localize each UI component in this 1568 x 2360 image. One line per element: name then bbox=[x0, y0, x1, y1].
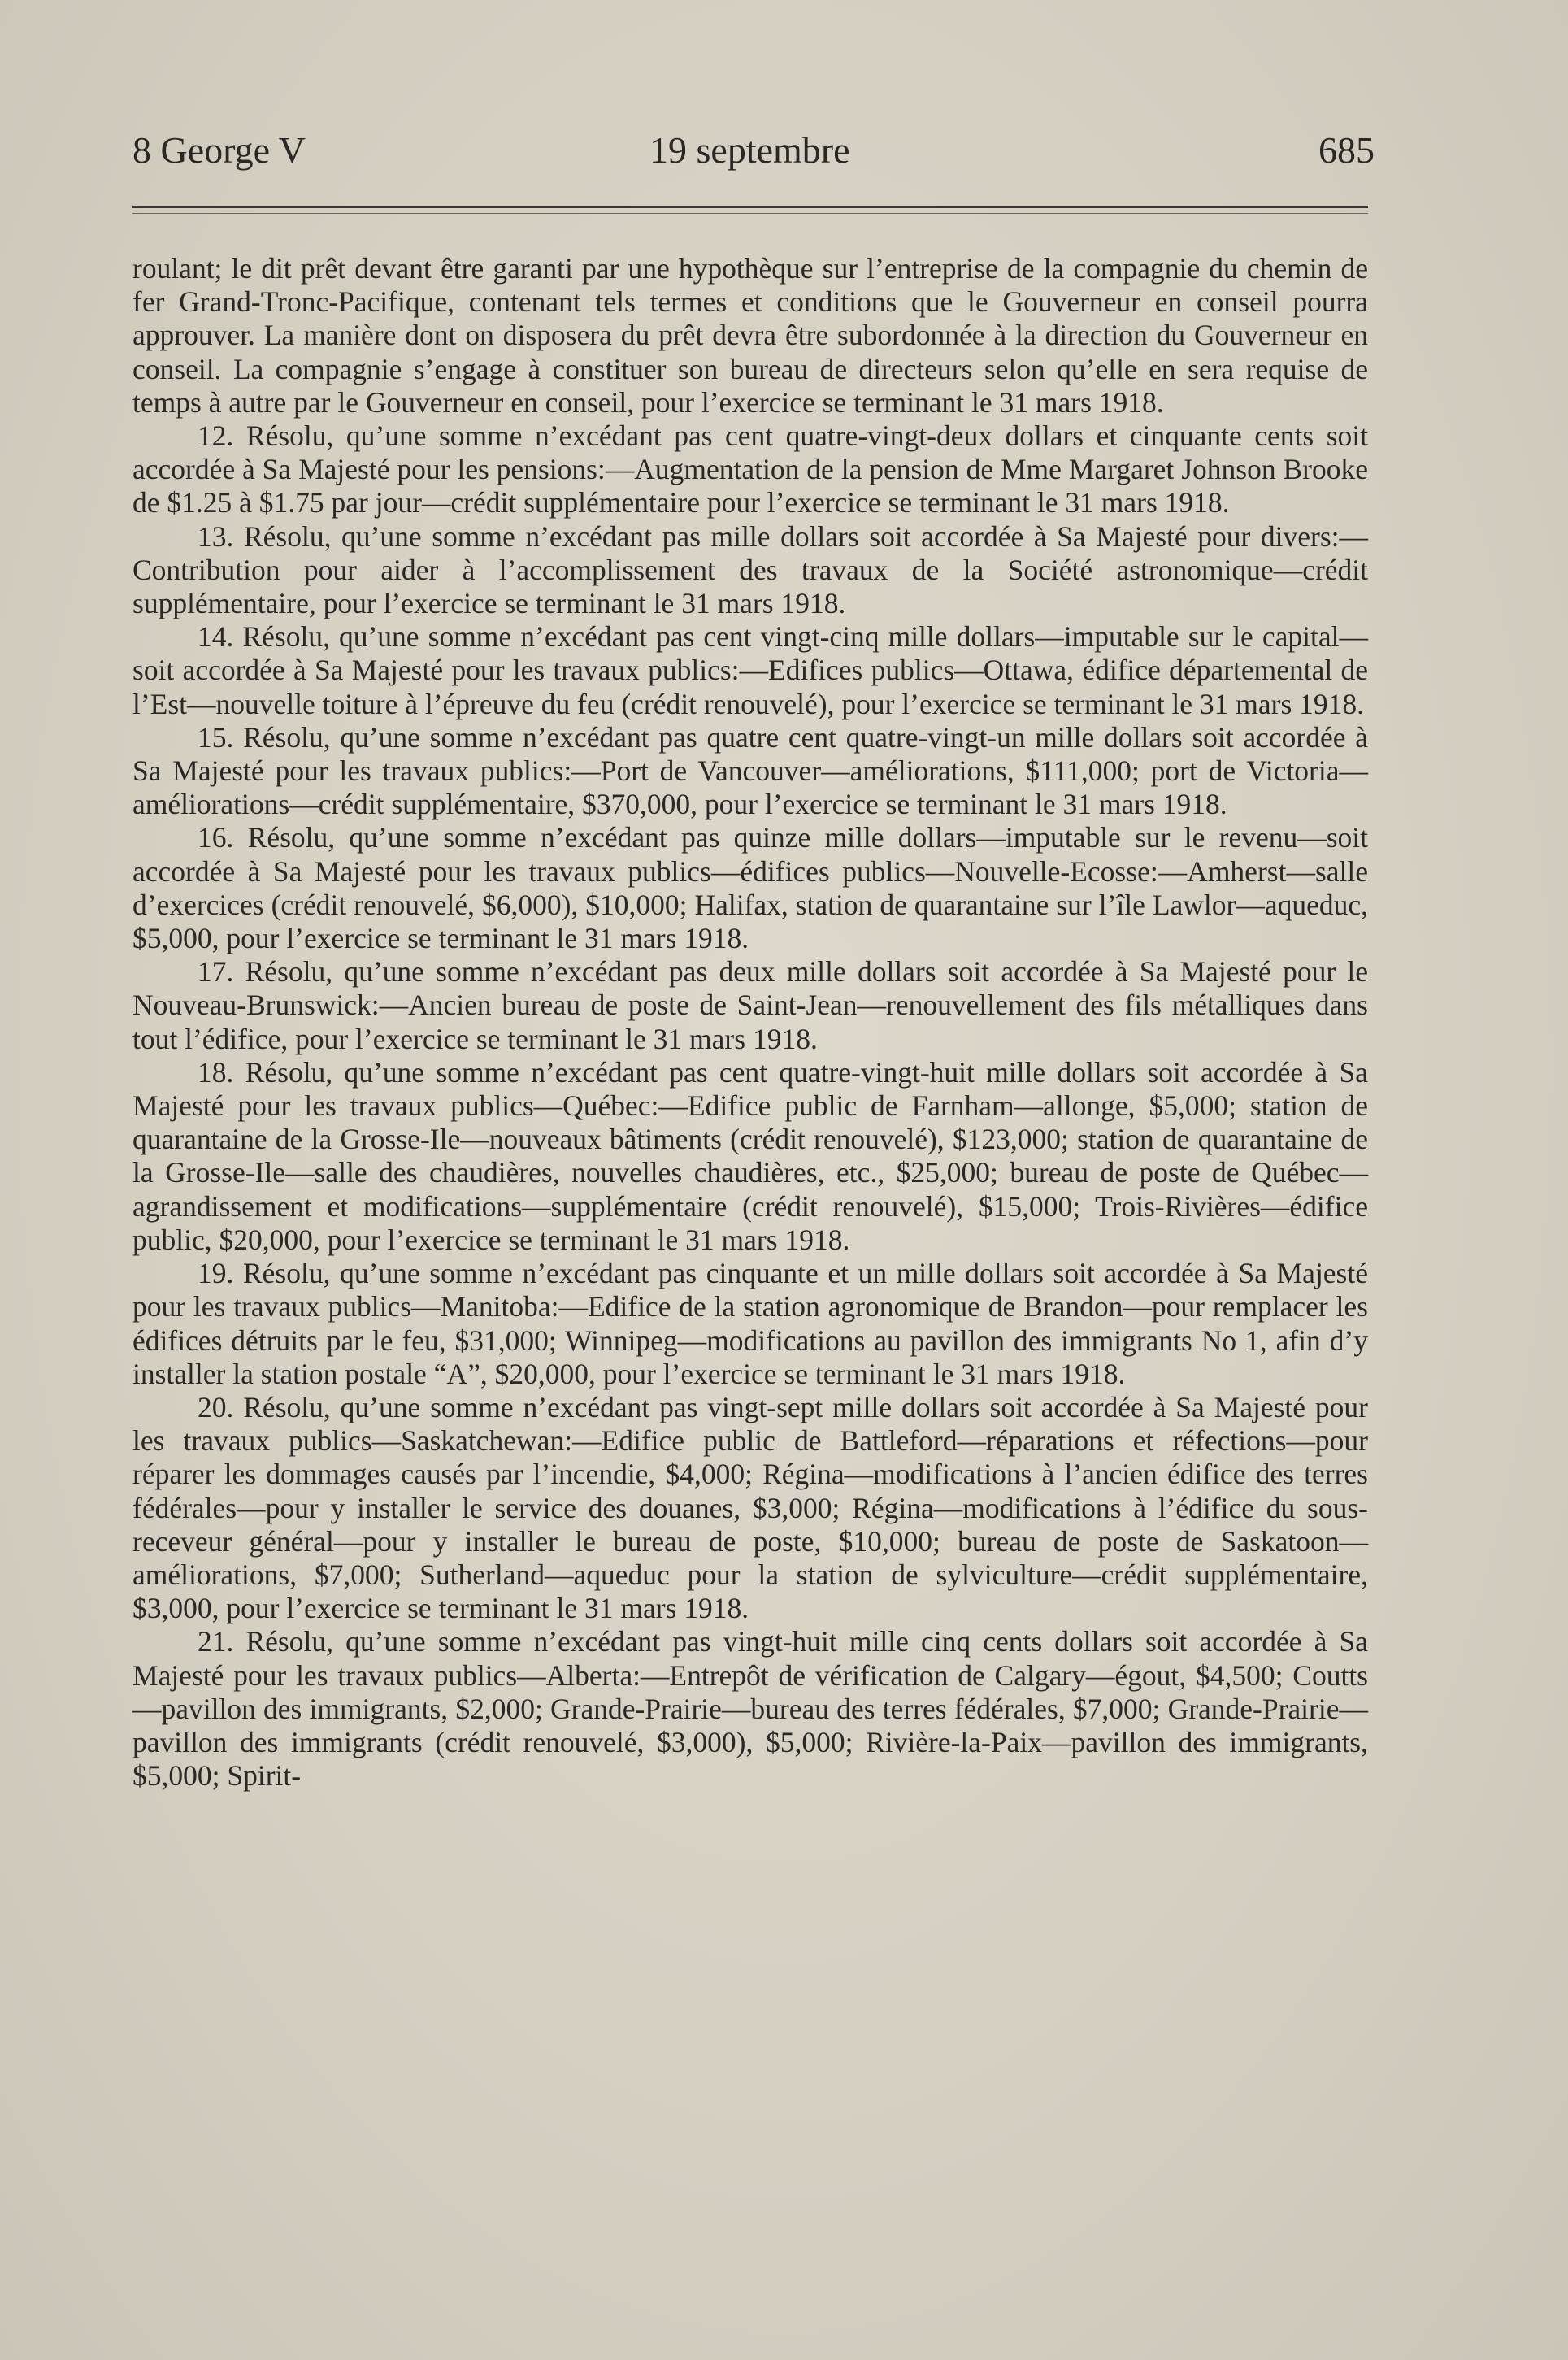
running-header bbox=[132, 122, 1375, 179]
resolution-18: 18. Résolu, qu’une somme n’excédant pas cent quatre-vingt-huit mille dollars soit accordée à Sa Majesté pour les travaux publics—Québec:—Edifice public de Farnham—allonge, $5,000; station de quarantaine de la Grosse-Ile—nouveaux bâtiments (crédit renouvelé), $123,000; station de quarantaine de la Grosse-Ile—salle des chaudières, nouvelles chaudières, etc., $25,000; bureau de poste de Québec—agrandissement et modifications—supplémentaire (crédit renouvelé), $15,000; Trois-Rivières—édifice public, $20,000, pour l’exercice se terminant le 31 mars 1918. bbox=[132, 1055, 1368, 1256]
resolution-19: 19. Résolu, qu’une somme n’excédant pas cinquante et un mille dollars soit accordée à Sa Majesté pour les travaux publics—Manitoba:—Edifice de la station agronomique de Brandon—pour remplacer les édifices détruits par le feu, $31,000; Winnipeg—modifications au pavillon des immigrants No 1, afin d’y installer la station postale “A”, $20,000, pour l’exercice se terminant le 31 mars 1918. bbox=[132, 1257, 1368, 1390]
resolution-15: 15. Résolu, qu’une somme n’excédant pas quatre cent quatre-vingt-un mille dollars soit accordée à Sa Majesté pour les travaux publics:—Port de Vancouver—améliorations, $111,000; port de Victoria—améliorations—crédit supplémentaire, $370,000, pour l’exercice se terminant le 31 mars 1918. bbox=[132, 720, 1368, 821]
resolution-14: 14. Résolu, qu’une somme n’excédant pas cent vingt-cinq mille dollars—imputable sur le capital—soit accordée à Sa Majesté pour les travaux publics:—Edifices publics—Ottawa, édifice départemental de l’Est—nouvelle toiture à l’épreuve du feu (crédit renouvelé), pour l’exercice se terminant le 31 mars 1918. bbox=[132, 620, 1368, 720]
header-rule-thin bbox=[132, 213, 1368, 214]
paragraph-continuation: roulant; le dit prêt devant être garanti par une hypothèque sur l’entreprise de la compagnie du chemin de fer Grand-Tronc-Pacifique, contenant tels termes et conditions que le Gouverneur en conseil pourra approuver. La manière dont on disposera du prêt devra être subordonnée à la direction du Gouverneur en conseil. La compagnie s’engage à constituer son bureau de directeurs selon qu’elle en sera requise de temps à autre par le Gouverneur en conseil, pour l’exercice se terminant le 31 mars 1918. bbox=[132, 252, 1368, 419]
resolution-17: 17. Résolu, qu’une somme n’excédant pas deux mille dollars soit accordée à Sa Majesté pour le Nouveau-Brunswick:—Ancien bureau de poste de Saint-Jean—renouvellement des fils métalliques dans tout l’édifice, pour l’exercice se terminant le 31 mars 1918. bbox=[132, 955, 1368, 1055]
header-date: 19 septembre bbox=[649, 129, 850, 171]
resolution-12: 12. Résolu, qu’une somme n’excédant pas cent quatre-vingt-deux dollars et cinquante cents soit accordée à Sa Majesté pour les pensions:—Augmentation de la pension de Mme Margaret Johnson Brooke de $1.25 à $1.75 par jour—crédit supplémentaire pour l’exercice se terminant le 31 mars 1918. bbox=[132, 419, 1368, 519]
header-rule bbox=[132, 206, 1368, 208]
resolution-20: 20. Résolu, qu’une somme n’excédant pas vingt-sept mille dollars soit accordée à Sa Majesté pour les travaux publics—Saskatchewan:—Edifice public de Battleford—réparations et réfections—pour réparer les dommages causés par l’incendie, $4,000; Régina—modifications à l’ancien édifice des terres fédérales—pour y installer le service des douanes, $3,000; Régina—modifications à l’édifice du sous-receveur général—pour y installer le bureau de poste, $10,000; bureau de poste de Saskatoon—améliorations, $7,000; Sutherland—aqueduc pour la station de sylviculture—crédit supplémentaire, $3,000, pour l’exercice se terminant le 31 mars 1918. bbox=[132, 1390, 1368, 1625]
body-text bbox=[132, 252, 1368, 1793]
resolution-16: 16. Résolu, qu’une somme n’excédant pas quinze mille dollars—imputable sur le revenu—soit accordée à Sa Majesté pour les travaux publics—édifices publics—Nouvelle-Ecosse:—Amherst—salle d’exercices (crédit renouvelé, $6,000), $10,000; Halifax, station de quarantaine sur l’île Lawlor—aqueduc, $5,000, pour l’exercice se terminant le 31 mars 1918. bbox=[132, 821, 1368, 955]
resolution-21: 21. Résolu, qu’une somme n’excédant pas vingt-huit mille cinq cents dollars soit accordée à Sa Majesté pour les travaux publics—Alberta:—Entrepôt de vérification de Calgary—égout, $4,500; Coutts—pavillon des immigrants, $2,000; Grande-Prairie—bureau des terres fédérales, $7,000; Grande-Prairie—pavillon des immigrants (crédit renouvelé, $3,000), $5,000; Rivière-la-Paix—pavillon des immigrants, $5,000; Spirit- bbox=[132, 1625, 1368, 1793]
page-number: 685 bbox=[1318, 129, 1375, 171]
header-regnal-year: 8 George V bbox=[132, 129, 306, 171]
resolution-13: 13. Résolu, qu’une somme n’excédant pas mille dollars soit accordée à Sa Majesté pour divers:—Contribution pour aider à l’accomplissement des travaux de la Société astronomique—crédit supplémentaire, pour l’exercice se terminant le 31 mars 1918. bbox=[132, 519, 1368, 620]
